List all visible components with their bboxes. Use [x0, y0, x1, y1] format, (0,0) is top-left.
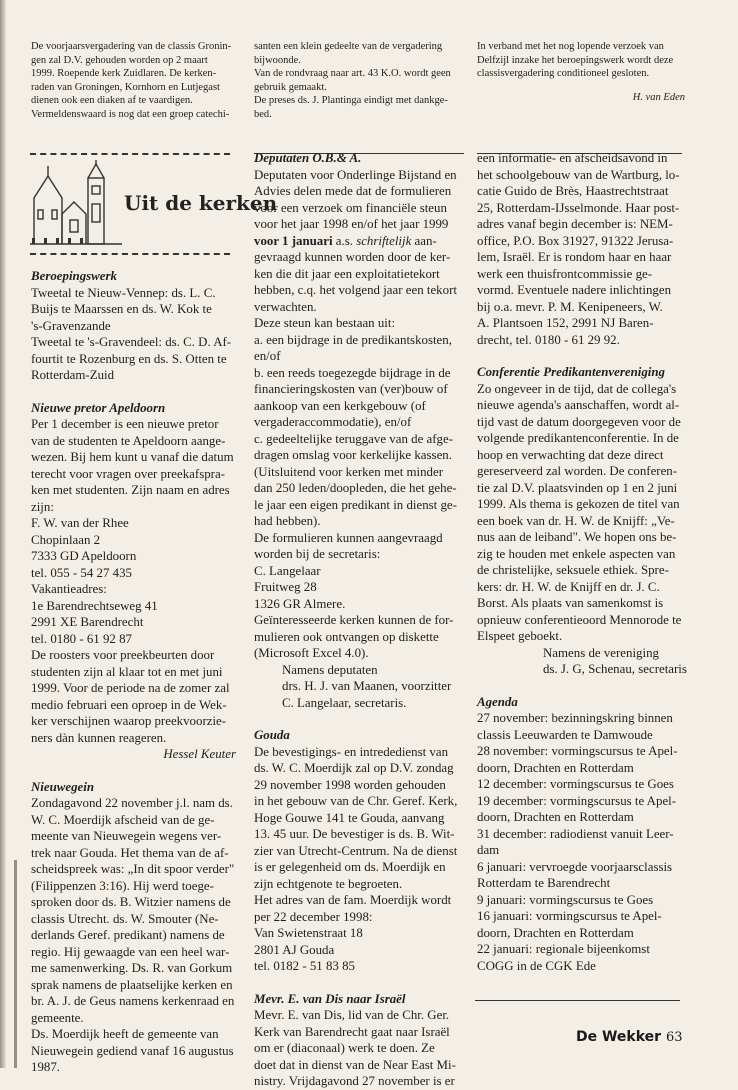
text-line: voor het jaar 1998 en/of het jaar 1999	[254, 217, 449, 231]
text-line: 1326 GR Almere.	[254, 596, 346, 611]
text-line: 1987.	[31, 1060, 61, 1074]
text-line: Chopinlaan 2	[31, 532, 101, 547]
text-line: santen een klein gedeelte van de vergadering	[254, 41, 443, 52]
top-column-1	[31, 40, 241, 122]
emphasis: schriftelijk	[356, 233, 412, 248]
heading-conferentie: Conferentie Predikantenvereniging	[477, 365, 665, 379]
signature: Hessel Keuter	[163, 747, 236, 761]
text-line: om er (diaconaal) werk te doen. Ze	[254, 1041, 435, 1055]
text-line: meente van Nieuwegein wegens ver-	[31, 829, 222, 843]
text-line: worden bij de secretaris:	[254, 547, 381, 561]
text-line: 19 december: vormingscursus te Apel-	[477, 793, 677, 808]
text-line: Buijs te Maarssen en ds. W. Kok te	[31, 302, 212, 316]
middle-column	[254, 150, 464, 1090]
text-line: Zondagavond 22 november j.l. nam ds.	[31, 796, 233, 810]
right-column	[477, 150, 687, 974]
text-line: Rotterdam te Barendrecht	[477, 876, 611, 890]
text-line: bed.	[254, 108, 272, 120]
text-line: Elspeet geboekt.	[477, 629, 563, 643]
text-line: Vakantieadres:	[31, 582, 107, 596]
text-line: Hoge Gouwe 141 te Gouda, aanvang	[254, 810, 445, 825]
text-line: financieringskosten van (ver)bouw of	[254, 382, 448, 396]
text-line: classis Utrecht. ds. W. Smouter (Ne-	[31, 911, 219, 926]
text-line: doorn, Drachten en Rotterdam	[477, 925, 634, 940]
text-line: Namens de vereniging	[543, 645, 659, 660]
text-line: drs. H. J. van Maanen, voorzitter	[282, 679, 452, 693]
text-line: hoop en verwachting dat deze direct	[477, 447, 664, 462]
text-line: raden van Groningen, Kornhorn en Lutjegast	[31, 81, 220, 93]
text-line: Het adres van de fam. Moerdijk wordt	[254, 893, 452, 907]
text-line: ds. J. G, Schenau, secretaris	[543, 662, 687, 676]
text-line: Delfzijl inzake het beroepingswerk wordt deze	[477, 54, 674, 66]
text-line: 22 januari: regionale bijeenkomst	[477, 942, 650, 956]
scan-edge	[0, 0, 6, 1068]
text-line: office, P.O. Box 31927, 91322 Jerusa-	[477, 233, 674, 248]
text-line: hebben, c.q. het volgend jaar een tekort	[254, 283, 457, 297]
text-line: ker verschijnen waarop preekvoorzie-	[31, 714, 227, 728]
text-line: Zo ongeveer in de tijd, dat de collega's	[477, 381, 677, 396]
text-line: gen zal D.V. gehouden worden op 2 maart	[31, 54, 208, 66]
text-line: 29 november 1998 worden gehouden	[254, 777, 446, 792]
text-line: 6 januari: vervroegde voorjaarsclassis	[477, 859, 673, 874]
scan-edge-shadow	[14, 860, 17, 1068]
heading-nieuwegein: Nieuwegein	[31, 779, 95, 794]
heading-van-dis: Mevr. E. van Dis naar Israël	[254, 991, 406, 1006]
text-line: Namens deputaten	[282, 662, 378, 677]
top-column-2	[254, 40, 464, 122]
text-line: 13. 45 uur. De bevestiger is ds. B. Wit-	[254, 827, 455, 841]
heading-pretor: Nieuwe pretor Apeldoorn	[31, 400, 166, 415]
text-line: drecht, tel. 0180 - 61 29 92.	[477, 332, 620, 347]
text-line: derlands Geref. predikant) namens de	[31, 928, 225, 942]
text-line: terecht voor vragen over preekafspra-	[31, 466, 225, 481]
text-line: Vermeldenswaard is nog dat een groep catechi-	[31, 108, 230, 120]
text-line: (Filippenzen 3:16). Hij werd toege-	[31, 878, 214, 893]
text-line: Kerk van Barendrecht gaat naar Israël	[254, 1024, 450, 1039]
text-line: zijn:	[31, 499, 54, 514]
text-line: Mevr. E. van Dis, lid van de Chr. Ger.	[254, 1008, 450, 1022]
text-line: 9 januari: vormingscursus te Goes	[477, 892, 654, 907]
text-line: had hebben).	[254, 514, 321, 528]
text-line: voor een verzoek om financiële steun	[254, 200, 447, 215]
text-line: 16 januari: vormingscursus te Apel-	[477, 909, 662, 923]
text-line: is er gelegenheid om ds. Moerdijk en	[254, 860, 446, 874]
text-line: van de studenten te Apeldoorn aange-	[31, 433, 226, 448]
text-line: br. A. J. de Geus namens kerkenraad en	[31, 994, 235, 1008]
text-line: Advies delen mede dat de formulieren	[254, 184, 452, 198]
text-line: De roosters voor preekbeurten door	[31, 648, 215, 662]
text-line: dan 250 leden/doopleden, die het gehe-	[254, 481, 457, 495]
text-line: de christelijke, seksuele ethiek. Spre-	[477, 563, 669, 577]
text-line: lem, Israël. Er is rondom haar en haar	[477, 250, 672, 264]
text-fragment: a.s.	[332, 233, 357, 248]
text-line: werk een thuisfrontcommissie ge-	[477, 266, 653, 281]
emphasis: voor 1 januari	[254, 233, 333, 248]
text-line: COGG in de CGK Ede	[477, 958, 596, 973]
text-line: doorn, Drachten en Rotterdam	[477, 810, 634, 824]
text-line: gereserveerd zal worden. De conferen-	[477, 464, 678, 478]
text-line: Fruitweg 28	[254, 580, 317, 594]
text-line: ken die dit jaar een exploitatietekort	[254, 266, 440, 281]
text-line: b. een reeds toegezegde bijdrage in de	[254, 365, 451, 380]
text-line: fourtit te Rozenburg en ds. S. Otten te	[31, 351, 227, 366]
heading-deputaten: Deputaten O.B.& A.	[254, 151, 362, 165]
text-line: gebruik gemaakt.	[254, 81, 327, 93]
text-line: 7333 GD Apeldoorn	[31, 549, 137, 563]
text-line: Tweetal te 's-Gravendeel: ds. C. D. Af-	[31, 335, 232, 349]
text-line: sprak namens de plaatselijke kerken en	[31, 977, 233, 992]
church-icon	[30, 158, 122, 248]
text-line: 's-Gravenzande	[31, 318, 111, 333]
text-line: Per 1 december is een nieuwe pretor	[31, 417, 219, 431]
text-line: studenten zijn al klaar tot en met juni	[31, 664, 223, 679]
text-line: classisvergadering conditioneel gesloten.	[477, 68, 650, 80]
text-line: C. Langelaar, secretaris.	[282, 695, 407, 710]
text-line: 2991 XE Barendrecht	[31, 615, 144, 629]
text-line: A. Plantsoen 152, 2991 NJ Baren-	[477, 316, 654, 330]
text-line: gevraagd kunnen worden door de ker-	[254, 250, 451, 264]
text-line: Ds. Moerdijk heeft de gemeente van	[31, 1027, 219, 1041]
text-line: nistry. Vrijdagavond 27 november is er	[254, 1074, 455, 1088]
text-line: wezen. Bij hem kunt u vanaf die datum	[31, 450, 234, 464]
section-logo	[30, 150, 278, 258]
text-line: adres vanaf begin december is: NEM-	[477, 217, 673, 231]
text-line: Van Swietenstraat 18	[254, 926, 363, 940]
text-line: nieuwe agenda's aanschaffen, wordt al-	[477, 398, 680, 412]
text-line: Nieuwegein gediend vanaf 16 augustus	[31, 1043, 234, 1058]
text-line: Borst. Als plaats van samenkomst is	[477, 596, 664, 610]
text-fragment: aan-	[411, 233, 437, 248]
text-line: ners dàn kunnen reageren.	[31, 730, 167, 745]
text-line: aankoop van een kerkgebouw (of	[254, 398, 426, 413]
text-line: Deputaten voor Onderlinge Bijstand en	[254, 167, 457, 182]
text-line: (Microsoft Excel 4.0).	[254, 646, 369, 660]
page-number: 63	[666, 1030, 683, 1045]
text-line: Tweetal te Nieuw-Vennep: ds. L. C.	[31, 285, 216, 300]
dashed-rule	[30, 153, 230, 155]
text-line: le jaar een eigen predikant in dienst ge-	[254, 497, 457, 512]
text-line: een boek van dr. H. W. de Knijff: „Ve-	[477, 513, 675, 528]
text-line	[254, 233, 464, 250]
text-line: mulieren ook ontvangen op diskette	[254, 629, 439, 644]
text-line: gemeente.	[31, 1010, 84, 1025]
text-line: c. gedeeltelijke teruggave van de afge-	[254, 431, 453, 446]
left-column	[31, 268, 236, 1076]
text-line: 25, Rotterdam-IJsselmonde. Haar post-	[477, 200, 680, 215]
text-line: Van de rondvraag naar art. 43 K.O. wordt geen	[254, 68, 451, 80]
text-line: dragen omslag voor kerkelijke kassen.	[254, 448, 452, 462]
text-line: vergaderaccommodatie), en/of	[254, 415, 412, 429]
text-line: opnieuw conferentieoord Mennorode te	[477, 612, 682, 627]
text-line: medio februari een oproep in de Wek-	[31, 697, 227, 712]
text-line: 1999. Roepende kerk Zuidlaren. De kerken-	[31, 68, 217, 80]
text-line: zier van Utrecht-Centrum. Na de dienst	[254, 843, 458, 858]
text-line: trek naar Gouda. Het thema van de af-	[31, 845, 229, 860]
text-line: scheidspreek was: „In dit spoor verder"	[31, 862, 235, 876]
text-line: ds. W. C. Moerdijk zal op D.V. zondag	[254, 761, 454, 775]
text-line: het schoolgebouw van de Wartburg, lo-	[477, 167, 680, 182]
text-line: dam	[477, 843, 500, 857]
text-line: catie Guido de Brès, Haastrechtstraat	[477, 184, 669, 198]
heading-beroepingswerk: Beroepingswerk	[31, 269, 117, 283]
text-line: tel. 0182 - 51 83 85	[254, 959, 355, 973]
text-line: per 22 december 1998:	[254, 909, 373, 924]
text-line: De voorjaarsvergadering van de classis Gronin-	[31, 41, 232, 52]
text-line: (Uitsluitend voor kerken met minder	[254, 464, 444, 479]
text-line: kers: dr. H. W. de Knijff en dr. J. C.	[477, 579, 660, 594]
text-line: doet dat in dienst van de Near East Mi-	[254, 1057, 456, 1072]
heading-gouda: Gouda	[254, 728, 290, 742]
text-line: sproken door ds. B. Witzier namens de	[31, 895, 231, 909]
text-line: De formulieren kunnen aangevraagd	[254, 530, 443, 545]
text-line: 28 november: vormingscursus te Apel-	[477, 744, 678, 758]
text-line: Geïnteresseerde kerken kunnen de for-	[254, 613, 454, 627]
publication-name: De Wekker	[576, 1029, 662, 1045]
text-line: verwachten.	[254, 299, 317, 314]
text-line: W. C. Moerdijk afscheid van de ge-	[31, 812, 215, 827]
divider-rule	[475, 1000, 680, 1001]
text-line: a. een bijdrage in de predikantskosten,	[254, 332, 452, 347]
top-column-3	[477, 40, 685, 104]
text-line: tie zal D.V. plaatsvinden op 1 en 2 juni	[477, 480, 678, 495]
text-line: In verband met het nog lopende verzoek van	[477, 41, 664, 52]
text-line: volgende predikantenconferentie. In de	[477, 431, 679, 445]
text-line: 27 november: bezinningskring binnen	[477, 711, 673, 725]
text-line: ken met studenten. Zijn naam en adres	[31, 483, 230, 497]
text-line: doorn, Drachten en Rotterdam	[477, 760, 634, 775]
text-line: De preses ds. J. Plantinga eindigt met dankge-	[254, 95, 448, 107]
text-line: C. Langelaar	[254, 563, 321, 578]
text-line: 1999. Voor de periode na de zomer zal	[31, 681, 230, 695]
text-line: in het gebouw van de Chr. Geref. Kerk,	[254, 794, 458, 808]
text-line: 1999. Als thema is gekozen de titel van	[477, 497, 680, 511]
heading-agenda: Agenda	[477, 694, 518, 709]
signature: H. van Eden	[632, 91, 685, 103]
text-line: een informatie- en afscheidsavond in	[477, 151, 668, 165]
text-line: vormd. Eventuele nadere inlichtingen	[477, 283, 672, 297]
text-line: 12 december: vormingscursus te Goes	[477, 777, 674, 791]
text-line: bijwoonde.	[254, 54, 301, 66]
text-line: me samenwerking. Ds. R. van Gorkum	[31, 961, 233, 975]
text-line: classis Leeuwarden te Damwoude	[477, 727, 653, 742]
text-line: Rotterdam-Zuid	[31, 368, 115, 382]
text-line: tijd vast de datum doorgegeven voor de	[477, 414, 681, 429]
text-line: F. W. van der Rhee	[31, 516, 129, 530]
dashed-rule	[30, 253, 230, 255]
text-line: tel. 0180 - 61 92 87	[31, 631, 132, 646]
text-line: 31 december: radiodienst vanuit Leer-	[477, 826, 674, 841]
section-title: Uit de kerken	[124, 191, 278, 215]
text-line: 1e Barendrechtseweg 41	[31, 598, 158, 613]
text-line: tel. 055 - 54 27 435	[31, 565, 132, 580]
text-line: zijn echtgenote te begroeten.	[254, 876, 403, 891]
text-line: 2801 AJ Gouda	[254, 942, 335, 957]
text-line: regio. Hij gewaagde van een heel war-	[31, 944, 230, 959]
text-line: Deze steun kan bestaan uit:	[254, 316, 396, 330]
text-line: nus aan de leiband". We hopen ons be-	[477, 530, 677, 544]
text-line: De bevestigings- en intrededienst van	[254, 744, 449, 759]
text-line: zig te houden met enkele aspecten van	[477, 546, 676, 561]
text-line: en/of	[254, 349, 281, 363]
text-line: dienen ook een diaken af te vaardigen.	[31, 95, 193, 107]
text-line: bij o.a. mevr. P. M. Kenipeneers, W.	[477, 299, 663, 314]
